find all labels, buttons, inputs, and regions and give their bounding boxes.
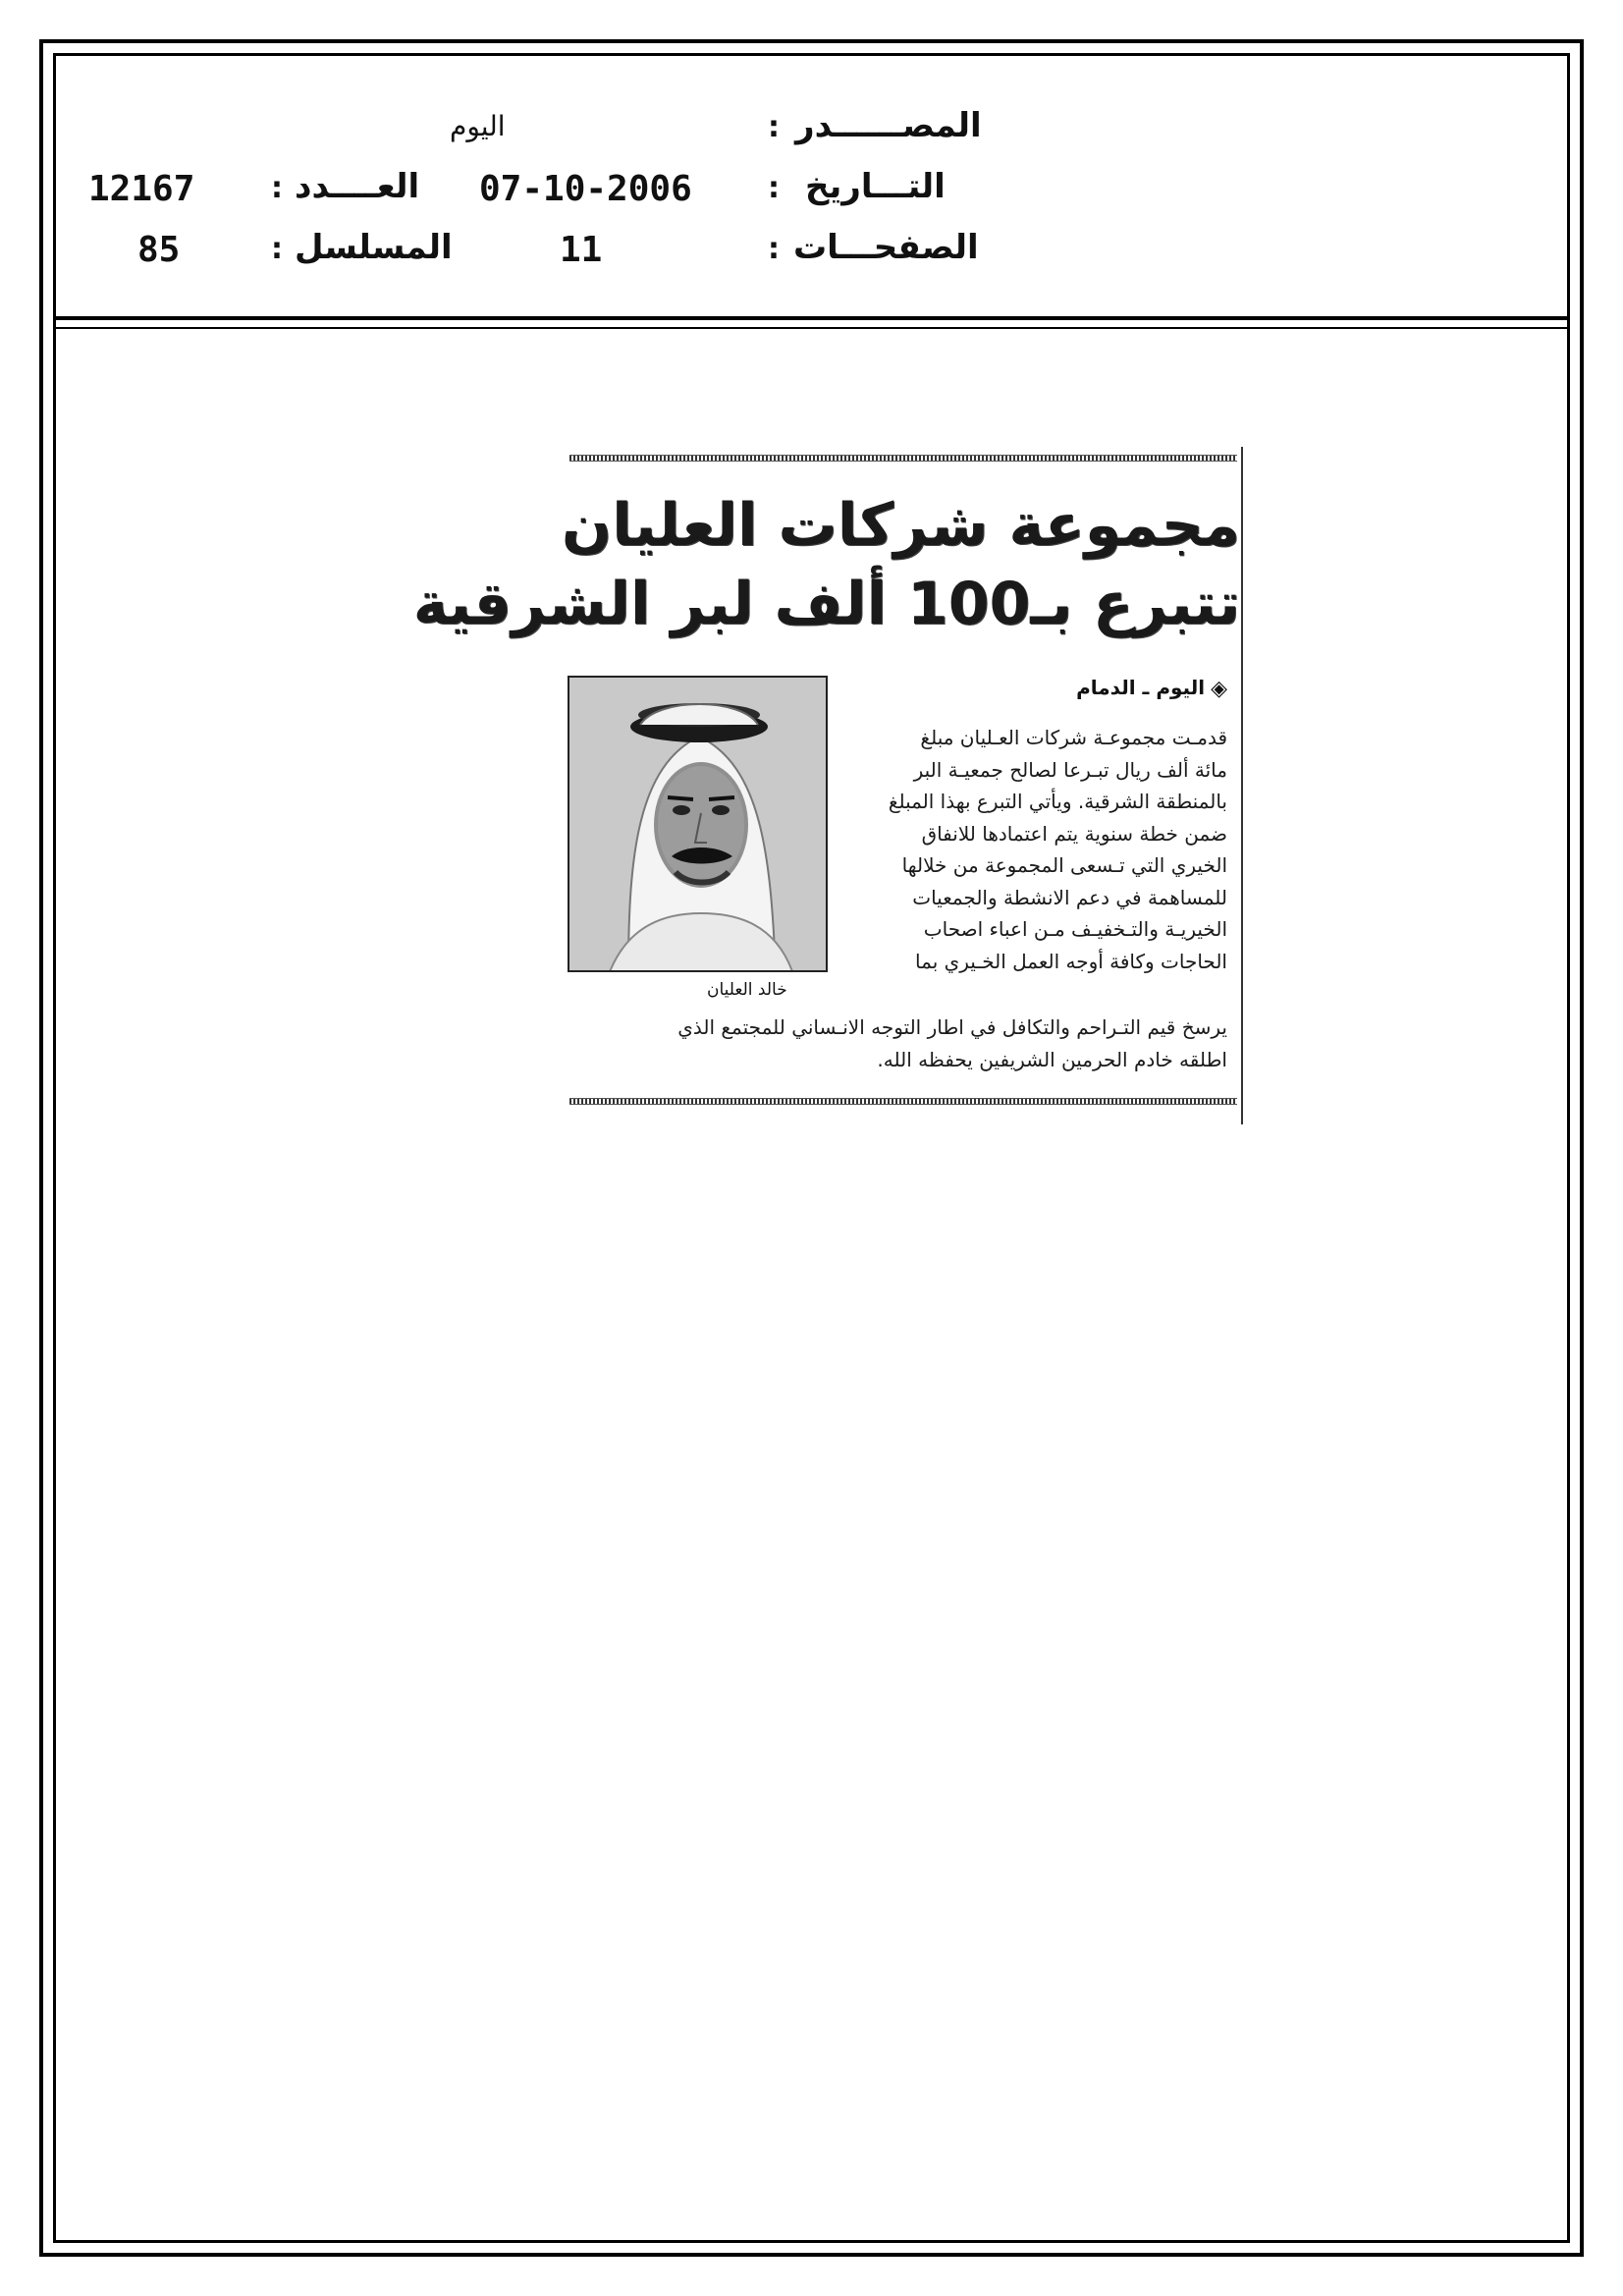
pages-label: الصفحـــات <box>793 228 979 267</box>
headline-line-2: تتبرع بـ100 ألف لبر الشرقية <box>412 570 1240 638</box>
diamond-bullet-icon: ◈ <box>1211 677 1227 701</box>
header-divider-thin <box>53 327 1570 329</box>
portrait-illustration <box>569 678 828 972</box>
body-line: ضمن خطة سنوية يتم اعتمادها للانفاق <box>921 821 1227 846</box>
body-line: مائة ألف ريال تبـرعا لصالح جمعيـة البر <box>913 757 1227 782</box>
photo-caption: خالد العليان <box>707 980 787 1000</box>
serial-value: 85 <box>137 230 181 270</box>
portrait-photo <box>568 676 828 972</box>
body-line: للمساهمة في دعم الانشطة والجمعيات <box>912 885 1227 909</box>
clipping-top-rule <box>569 455 1237 462</box>
serial-label: المسلسل <box>295 228 453 267</box>
body-line: بالمنطقة الشرقية. ويأتي التبرع بهذا المبلغ <box>888 790 1227 813</box>
body-line: اطلقه خادم الحرمين الشريفين يحفظه الله. <box>877 1047 1227 1071</box>
headline-line-1: مجموعة شركات العليان <box>561 491 1240 560</box>
body-line: الحاجات وكافة أوجه العمل الخـيري بما <box>915 949 1227 973</box>
clipping-edge <box>1241 447 1243 1124</box>
article-body-full <box>569 1011 1227 1075</box>
dateline-text: اليوم ـ الدمام <box>1076 676 1206 699</box>
date-colon: : <box>768 171 780 205</box>
body-line: يرسخ قيم التـراحم والتكافل في اطار التوجه الانـساني للمجتمع الذي <box>677 1015 1227 1039</box>
header-divider <box>53 316 1570 320</box>
pages-colon: : <box>768 232 780 266</box>
article-body-column <box>839 722 1227 977</box>
source-value: اليوم <box>450 110 506 142</box>
body-line: قدمـت مجموعـة شركات العـليان مبلغ <box>920 726 1227 749</box>
dateline <box>943 676 1227 711</box>
body-line: الخيريـة والتـخفيـف مـن اعباء اصحاب <box>923 917 1227 941</box>
issue-value: 12167 <box>88 169 195 209</box>
date-value: 07-10-2006 <box>479 169 692 209</box>
page-frame-inner <box>53 53 1570 2243</box>
serial-colon: : <box>271 232 283 266</box>
pages-value: 11 <box>560 230 603 270</box>
date-label: التـــاريخ <box>805 167 946 206</box>
body-line: الخيري التي تـسعى المجموعة من خلالها <box>901 853 1227 877</box>
source-colon: : <box>768 110 780 144</box>
source-label: المصــــــدر <box>795 106 982 145</box>
issue-label: العــــدد <box>295 167 420 206</box>
clipping-bottom-rule <box>569 1098 1237 1105</box>
issue-colon: : <box>271 171 283 205</box>
